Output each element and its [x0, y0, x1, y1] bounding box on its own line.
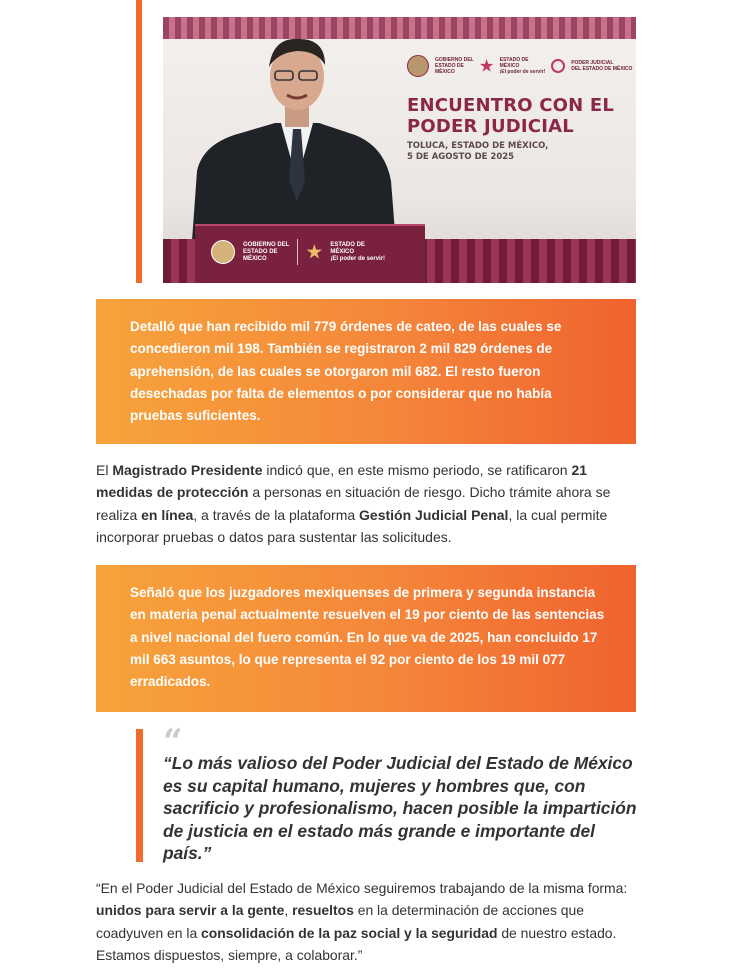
quote-accent-bar — [136, 729, 143, 862]
body-paragraph-1: El Magistrado Presidente indicó que, en este mismo periodo, se ratificaron 21 medidas de protección a personas en situación de riesgo. Dicho trámite ahora se realiza en línea, a través de la plataforma Gestión Judicial Penal, la cual permite incorporar pruebas o datos para sustentar las solicitudes. — [96, 462, 611, 545]
body-paragraph-2: “En el Poder Judicial del Estado de México seguiremos trabajando de la misma forma: unidos para servir a la gente, resueltos en la determinación de acciones que coadyuven en la consolidación de la paz social y la seguridad de nuestro estado. Estamos dispuestos, siempre, a colaborar.” — [96, 880, 628, 963]
quote-mark-icon: “ — [163, 722, 183, 762]
callout-box-2 — [96, 565, 636, 712]
event-place-date: TOLUCA, ESTADO DE MÉXICO, 5 DE AGOSTO DE 2025 — [407, 141, 549, 162]
podium-logos: GOBIERNO DEL ESTADO DE MÉXICO ESTADO DE MÉXICO ¡El poder de servir! — [211, 239, 385, 265]
event-title: ENCUENTRO CON EL PODER JUDICIAL — [407, 95, 615, 137]
callout-box-1 — [96, 299, 636, 444]
accent-bar — [136, 0, 142, 283]
podium-seal-icon — [211, 240, 235, 264]
podium-star-icon — [306, 244, 322, 260]
poder-judicial-icon — [551, 59, 565, 73]
event-logos: GOBIERNO DEL ESTADO DE MÉXICO ESTADO DE MÉXICO ¡El poder de servir! PODER JUDICIAL DEL ESTADO DE MÉXICO — [407, 55, 632, 77]
callout-text-1: Detalló que han recibido mil 779 órdenes de cateo, de las cuales se concedieron mil 198. También se registraron 2 mil 829 órdenes de aprehensión, de las cuales se otorgaron mil 682. El resto fueron desechadas por falta de elementos o por considerar que no había pruebas suficientes. — [130, 319, 562, 424]
state-seal-icon — [407, 55, 429, 77]
callout-text-2: Señaló que los juzgadores mexiquenses de primera y segunda instancia en materia penal actualmente resuelven el 19 por ciento de las sentencias a nivel nacional del fuero común. En lo que va de 2025, han concluido 17 mil 663 asuntos, lo que representa el 92 por ciento de los 19 mil 077 erradicados. — [130, 585, 605, 690]
blockquote-text: “Lo más valioso del Poder Judicial del Estado de México es su capital humano, mujeres y hombres que, con sacrificio y profesionalismo, hacen posible la impartición de justicia en el estado más grande e importante del país.” — [163, 753, 637, 863]
event-photo — [163, 17, 636, 283]
estado-star-icon — [480, 59, 494, 73]
